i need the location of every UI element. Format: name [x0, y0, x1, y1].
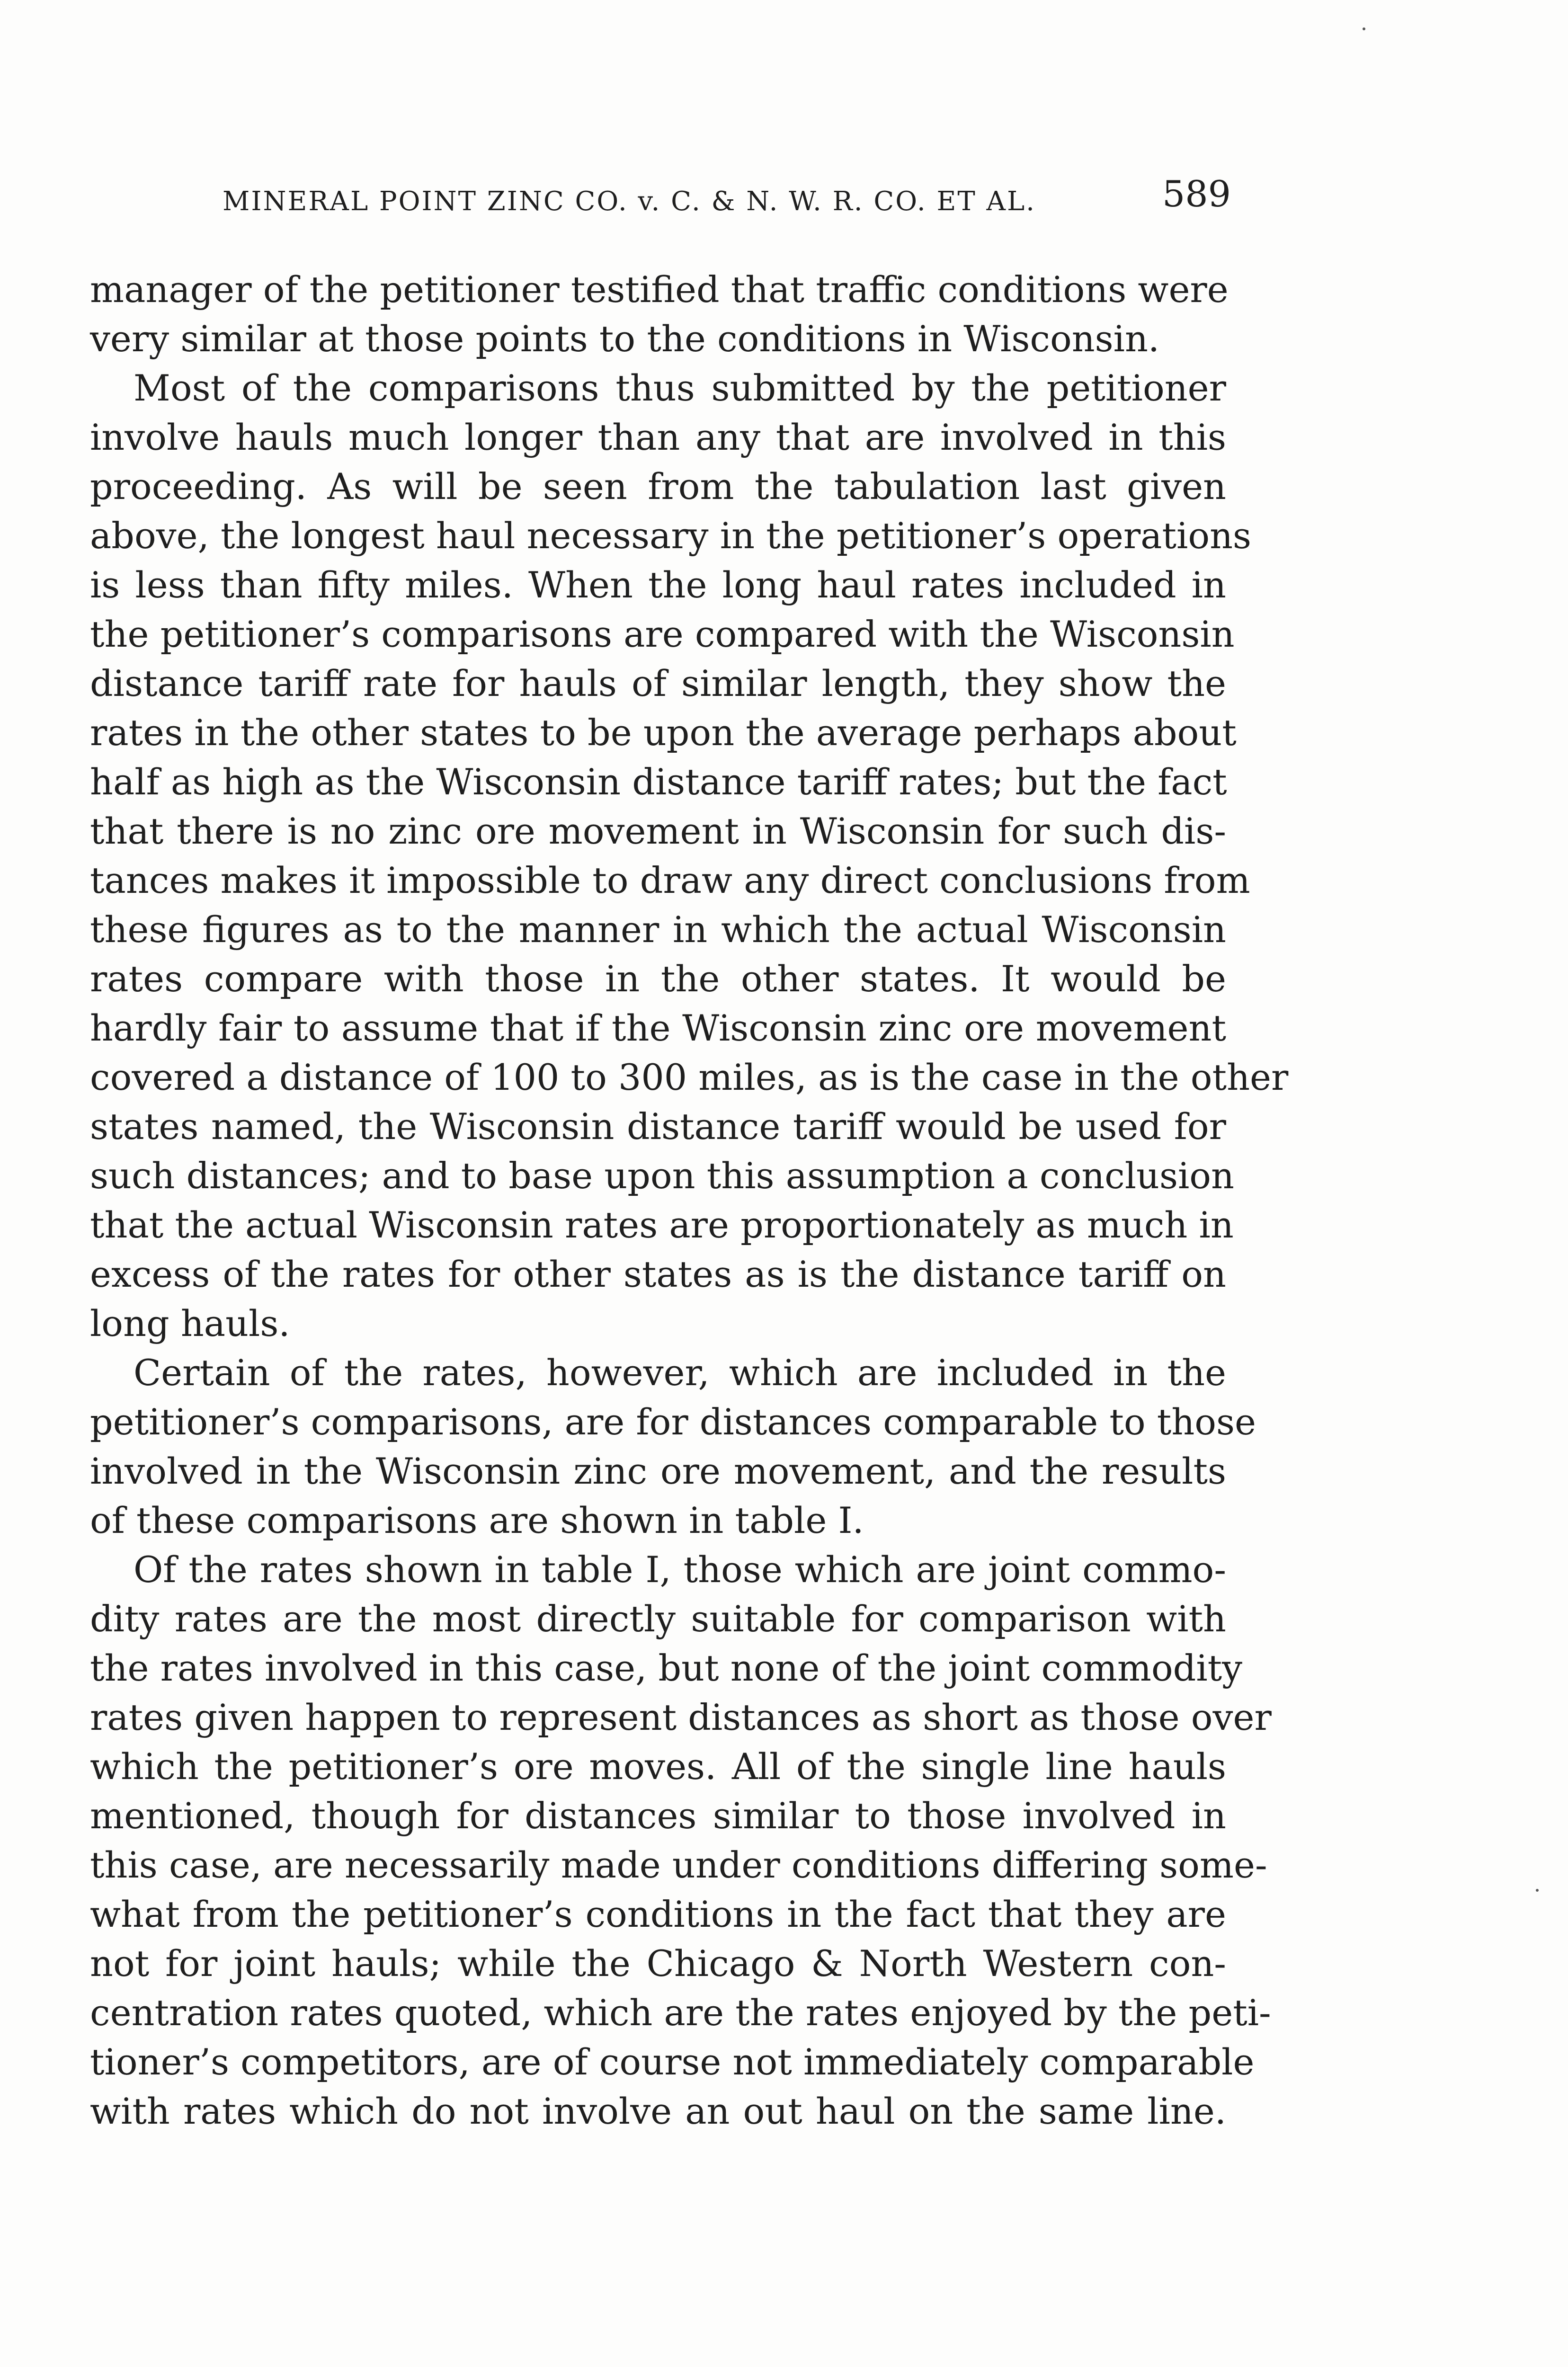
- text-line: the petitioner’s comparisons are compared with the Wisconsin: [90, 613, 1235, 655]
- text-line: the rates involved in this case, but none of the joint commodity: [90, 1647, 1243, 1689]
- text-line: what from the petitioner’s conditions in the fact that they are: [90, 1893, 1226, 1935]
- text-line: states named, the Wisconsin distance tariff would be used for: [90, 1105, 1226, 1148]
- text-line: Of the rates shown in table I, those which are joint commo-: [134, 1548, 1226, 1591]
- running-head-title: MINERAL POINT ZINC CO. v. C. & N. W. R. CO. ET AL.: [223, 186, 1036, 217]
- text-line: hardly fair to assume that if the Wisconsin zinc ore movement: [90, 1007, 1226, 1049]
- text-line: tances makes it impossible to draw any direct conclusions from: [90, 859, 1250, 901]
- paragraph: [90, 1348, 1256, 1545]
- text-line: covered a distance of 100 to 300 miles, as is the case in the other: [90, 1056, 1289, 1098]
- paragraph: [90, 364, 1289, 1348]
- text-line: that there is no zinc ore movement in Wisconsin for such dis-: [90, 810, 1226, 852]
- text-line: these figures as to the manner in which the actual Wisconsin: [90, 908, 1226, 951]
- text-line: not for joint hauls; while the Chicago & North Western con-: [90, 1942, 1226, 1984]
- text-line: of these comparisons are shown in table I.: [90, 1499, 864, 1541]
- text-line: rates compare with those in the other states. It would be: [90, 958, 1226, 1000]
- paragraph: [90, 1545, 1272, 2136]
- text-line: such distances; and to base upon this assumption a conclusion: [90, 1155, 1234, 1197]
- text-line: this case, are necessarily made under conditions differing some-: [90, 1844, 1267, 1886]
- text-line: long hauls.: [90, 1302, 290, 1344]
- paragraph: [90, 265, 1229, 364]
- text-line: rates in the other states to be upon the average perhaps about: [90, 712, 1237, 754]
- text-line: dity rates are the most directly suitable for comparison with: [90, 1598, 1226, 1640]
- scan-speck: [1363, 27, 1365, 30]
- text-line: tioner’s competitors, are of course not immediately comparable: [90, 2041, 1255, 2083]
- page-number: 589: [1162, 173, 1231, 215]
- text-line: Certain of the rates, however, which are included in the: [134, 1352, 1226, 1394]
- text-line: that the actual Wisconsin rates are proportionately as much in: [90, 1204, 1234, 1246]
- text-line: involved in the Wisconsin zinc ore movement, and the results: [90, 1450, 1226, 1492]
- running-head: [223, 173, 1231, 225]
- text-line: is less than fifty miles. When the long haul rates included in: [90, 564, 1226, 606]
- text-line: rates given happen to represent distances as short as those over: [90, 1696, 1272, 1738]
- text-line: petitioner’s comparisons, are for distances comparable to those: [90, 1401, 1256, 1443]
- text-line: involve hauls much longer than any that are involved in this: [90, 416, 1226, 458]
- text-line: above, the longest haul necessary in the petitioner’s operations: [90, 515, 1252, 557]
- text-line: which the petitioner’s ore moves. All of the single line hauls: [90, 1745, 1226, 1788]
- text-line: mentioned, though for distances similar to those involved in: [90, 1795, 1226, 1837]
- text-line: Most of the comparisons thus submitted by the petitioner: [134, 367, 1226, 409]
- text-line: very similar at those points to the conditions in Wisconsin.: [90, 318, 1160, 360]
- text-line: distance tariff rate for hauls of similar length, they show the: [90, 662, 1226, 704]
- text-line: excess of the rates for other states as is the distance tariff on: [90, 1253, 1226, 1295]
- text-line: manager of the petitioner testified that traffic conditions were: [90, 268, 1229, 311]
- text-line: half as high as the Wisconsin distance tariff rates; but the fact: [90, 761, 1227, 803]
- body-text: [90, 265, 1289, 2136]
- text-line: proceeding. As will be seen from the tabulation last given: [90, 465, 1226, 507]
- text-line: with rates which do not involve an out haul on the same line.: [90, 2090, 1226, 2132]
- scan-speck: [1536, 1889, 1539, 1892]
- text-line: centration rates quoted, which are the rates enjoyed by the peti-: [90, 1992, 1271, 2034]
